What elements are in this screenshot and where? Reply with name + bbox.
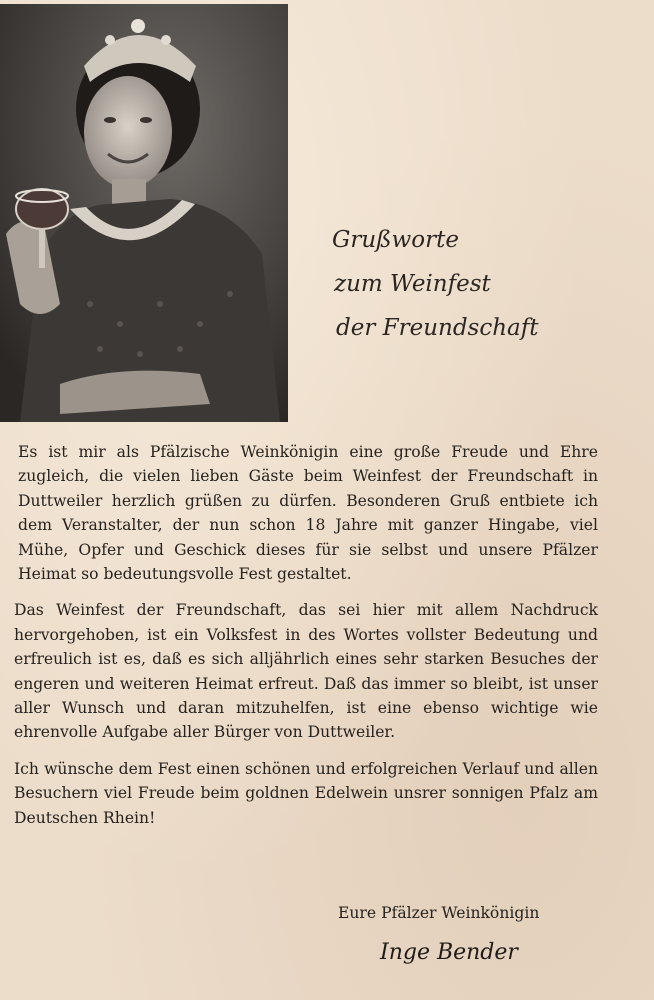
heading-line-3: der Freundschaft <box>336 315 539 341</box>
paragraph-1: Es ist mir als Pfälzische Weinkönigin eine große Freude und Ehre zugleich, die vielen lieben Gäste beim Weinfest der Freundschaft in Duttweiler herzlich grüßen zu dürfen. Besonderen Gruß entbiete ich dem Veranstalter, der nun schon 18 Jahre mit ganzer Hingabe, viel Mühe, Opfer und Geschick dieses für sie selbst und unsere Pfälzer Heimat so bedeutungsvolle Fest gestaltet. <box>18 443 598 584</box>
signature: Inge Bender <box>380 940 518 965</box>
paragraph-2: Das Weinfest der Freundschaft, das sei hier mit allem Nachdruck hervorgehoben, ist ein Volksfest in des Wortes vollster Bedeutung und erfreulich ist es, daß es sich alljährlich eines sehr starken Besuches der engeren und weiteren Heimat erfreut. Daß das immer so bleibt, ist unser aller Wunsch und daran mitzuhelfen, ist eine ebenso wichtige wie ehrenvolle Aufgabe aller Bürger von Duttweiler. <box>14 601 598 742</box>
closing-line: Eure Pfälzer Weinkönigin <box>338 904 540 922</box>
greeting-heading <box>332 218 632 350</box>
heading-line-2: zum Weinfest <box>334 271 491 297</box>
letter-body <box>14 440 598 842</box>
heading-line-1: Grußworte <box>332 227 459 253</box>
wine-queen-portrait-icon <box>0 4 288 422</box>
paragraph-3: Ich wünsche dem Fest einen schönen und erfolgreichen Verlauf und allen Besuchern viel Freude beim goldnen Edelwein unsrer sonnigen Pfalz am Deutschen Rhein! <box>14 759 598 827</box>
